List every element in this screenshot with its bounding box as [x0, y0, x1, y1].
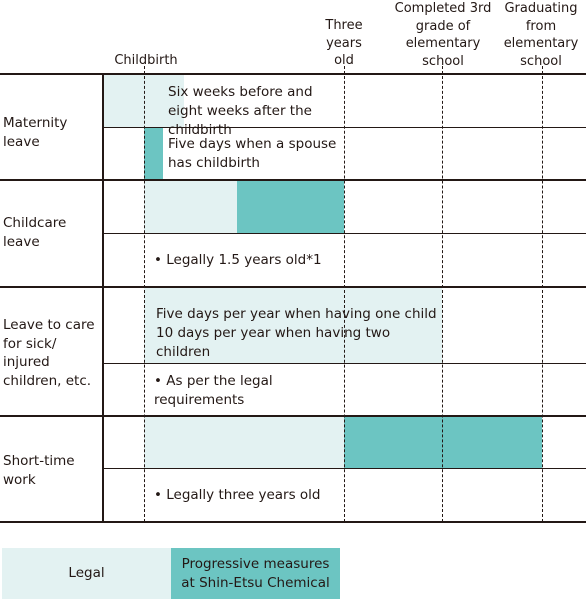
- row-label-childcare: Childcare leave: [3, 215, 67, 250]
- spouse-leave-progressive-bar: [144, 128, 163, 179]
- column-header-graduating: Graduating from elementary school: [503, 1, 579, 69]
- legend-progressive-swatch: [171, 548, 340, 599]
- table-bottom-rule: [0, 521, 586, 523]
- childcare-legal-note: • Legally 1.5 years old*1: [154, 252, 322, 268]
- childcare-progressive-bar: [237, 181, 344, 233]
- row-label-sick-leave: Leave to care for sick/ injured children, etc.: [3, 317, 95, 389]
- sick-leave-days-note: Five days per year when having one child 10 days per year when having two children: [156, 306, 437, 360]
- shorttime-progressive-bar: [344, 417, 542, 468]
- row-rule: [0, 415, 586, 417]
- childcare-legal-bar: [144, 181, 237, 233]
- row-divider: [104, 468, 586, 469]
- spouse-leave-note: Five days when a spouse has childbirth: [168, 136, 337, 171]
- maternity-legal-note: Six weeks before and eight weeks after the childbirth: [168, 84, 313, 138]
- column-header-childbirth: Childbirth: [114, 53, 178, 68]
- legend-progressive-label: Progressive measures at Shin-Etsu Chemical: [181, 555, 330, 591]
- row-rule: [0, 286, 586, 288]
- third-grade-marker-line: [442, 66, 443, 522]
- row-label-maternity: Maternity leave: [3, 115, 68, 150]
- sick-leave-legal-note: • As per the legal requirements: [154, 373, 273, 408]
- shorttime-legal-note: • Legally three years old: [154, 487, 321, 503]
- label-column-divider: [102, 73, 104, 523]
- column-header-three-years: Three years old: [325, 18, 363, 68]
- row-divider: [104, 233, 586, 234]
- legend-legal-label: Legal: [68, 565, 105, 581]
- table-top-rule: [0, 73, 586, 75]
- row-rule: [0, 179, 586, 181]
- legend-legal-swatch: [2, 548, 171, 599]
- column-header-third-grade: Completed 3rd grade of elementary school: [394, 1, 492, 69]
- shorttime-legal-bar: [144, 417, 344, 468]
- childbirth-marker-line: [144, 66, 145, 522]
- row-divider: [104, 363, 586, 364]
- three-years-marker-line: [344, 66, 345, 522]
- graduating-marker-line: [542, 66, 543, 522]
- row-label-shorttime: Short-time work: [3, 453, 75, 488]
